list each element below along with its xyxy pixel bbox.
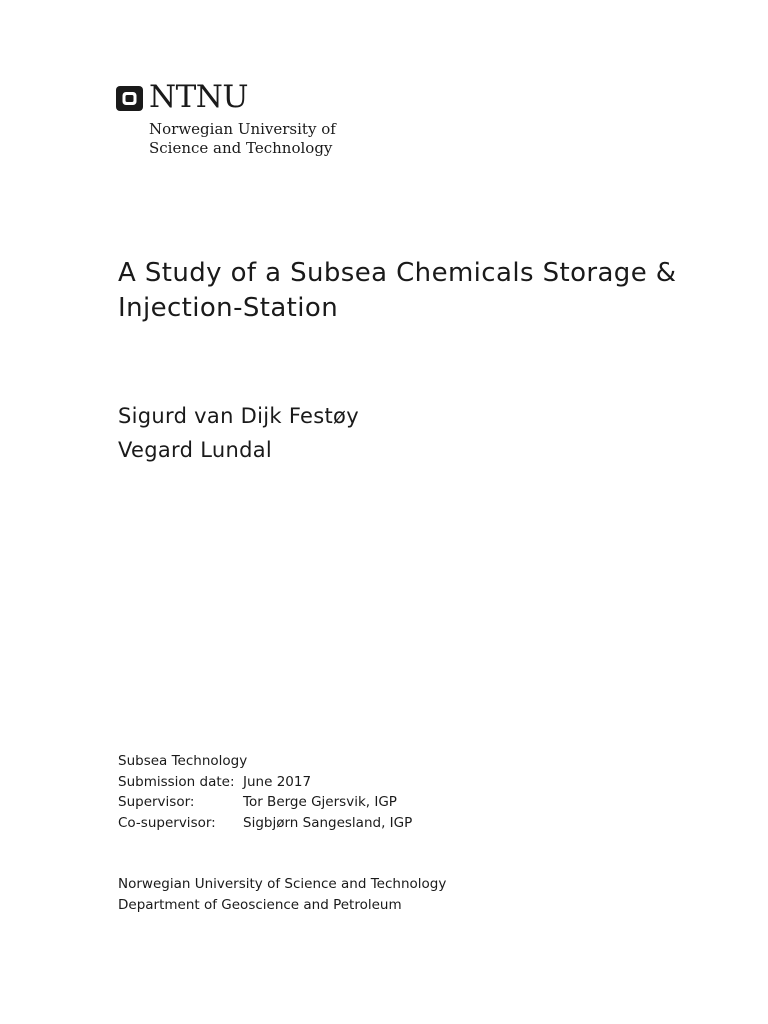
logo-subtitle-line2: Science and Technology	[149, 139, 333, 157]
detail-label: Supervisor:	[118, 794, 195, 811]
logo-subtitle-line1: Norwegian University of	[149, 120, 336, 138]
document-title: A Study of a Subsea Chemicals Storage & Injection-Station	[118, 258, 677, 323]
detail-value: Tor Berge Gjersvik, IGP	[243, 794, 397, 811]
thesis-details	[118, 751, 412, 834]
author-name: Sigurd van Dijk Festøy	[118, 404, 359, 428]
programme-name: Subsea Technology	[118, 753, 248, 769]
ntnu-logo-icon	[116, 86, 143, 111]
logo-subtitle	[149, 120, 336, 158]
supervisor-row	[118, 792, 412, 813]
author-list	[118, 399, 359, 467]
submission-date-row	[118, 772, 412, 793]
university-name: Norwegian University of Science and Technology	[118, 876, 447, 892]
author-name: Vegard Lundal	[118, 438, 273, 462]
detail-label: Submission date:	[118, 773, 235, 790]
institution-footer	[118, 874, 446, 915]
detail-label: Co-supervisor:	[118, 815, 216, 832]
co-supervisor-row	[118, 813, 412, 834]
logo-wordmark: NTNU	[149, 79, 249, 115]
detail-value: June 2017	[243, 773, 312, 790]
detail-value: Sigbjørn Sangesland, IGP	[243, 815, 413, 832]
department-name: Department of Geoscience and Petroleum	[118, 896, 402, 913]
